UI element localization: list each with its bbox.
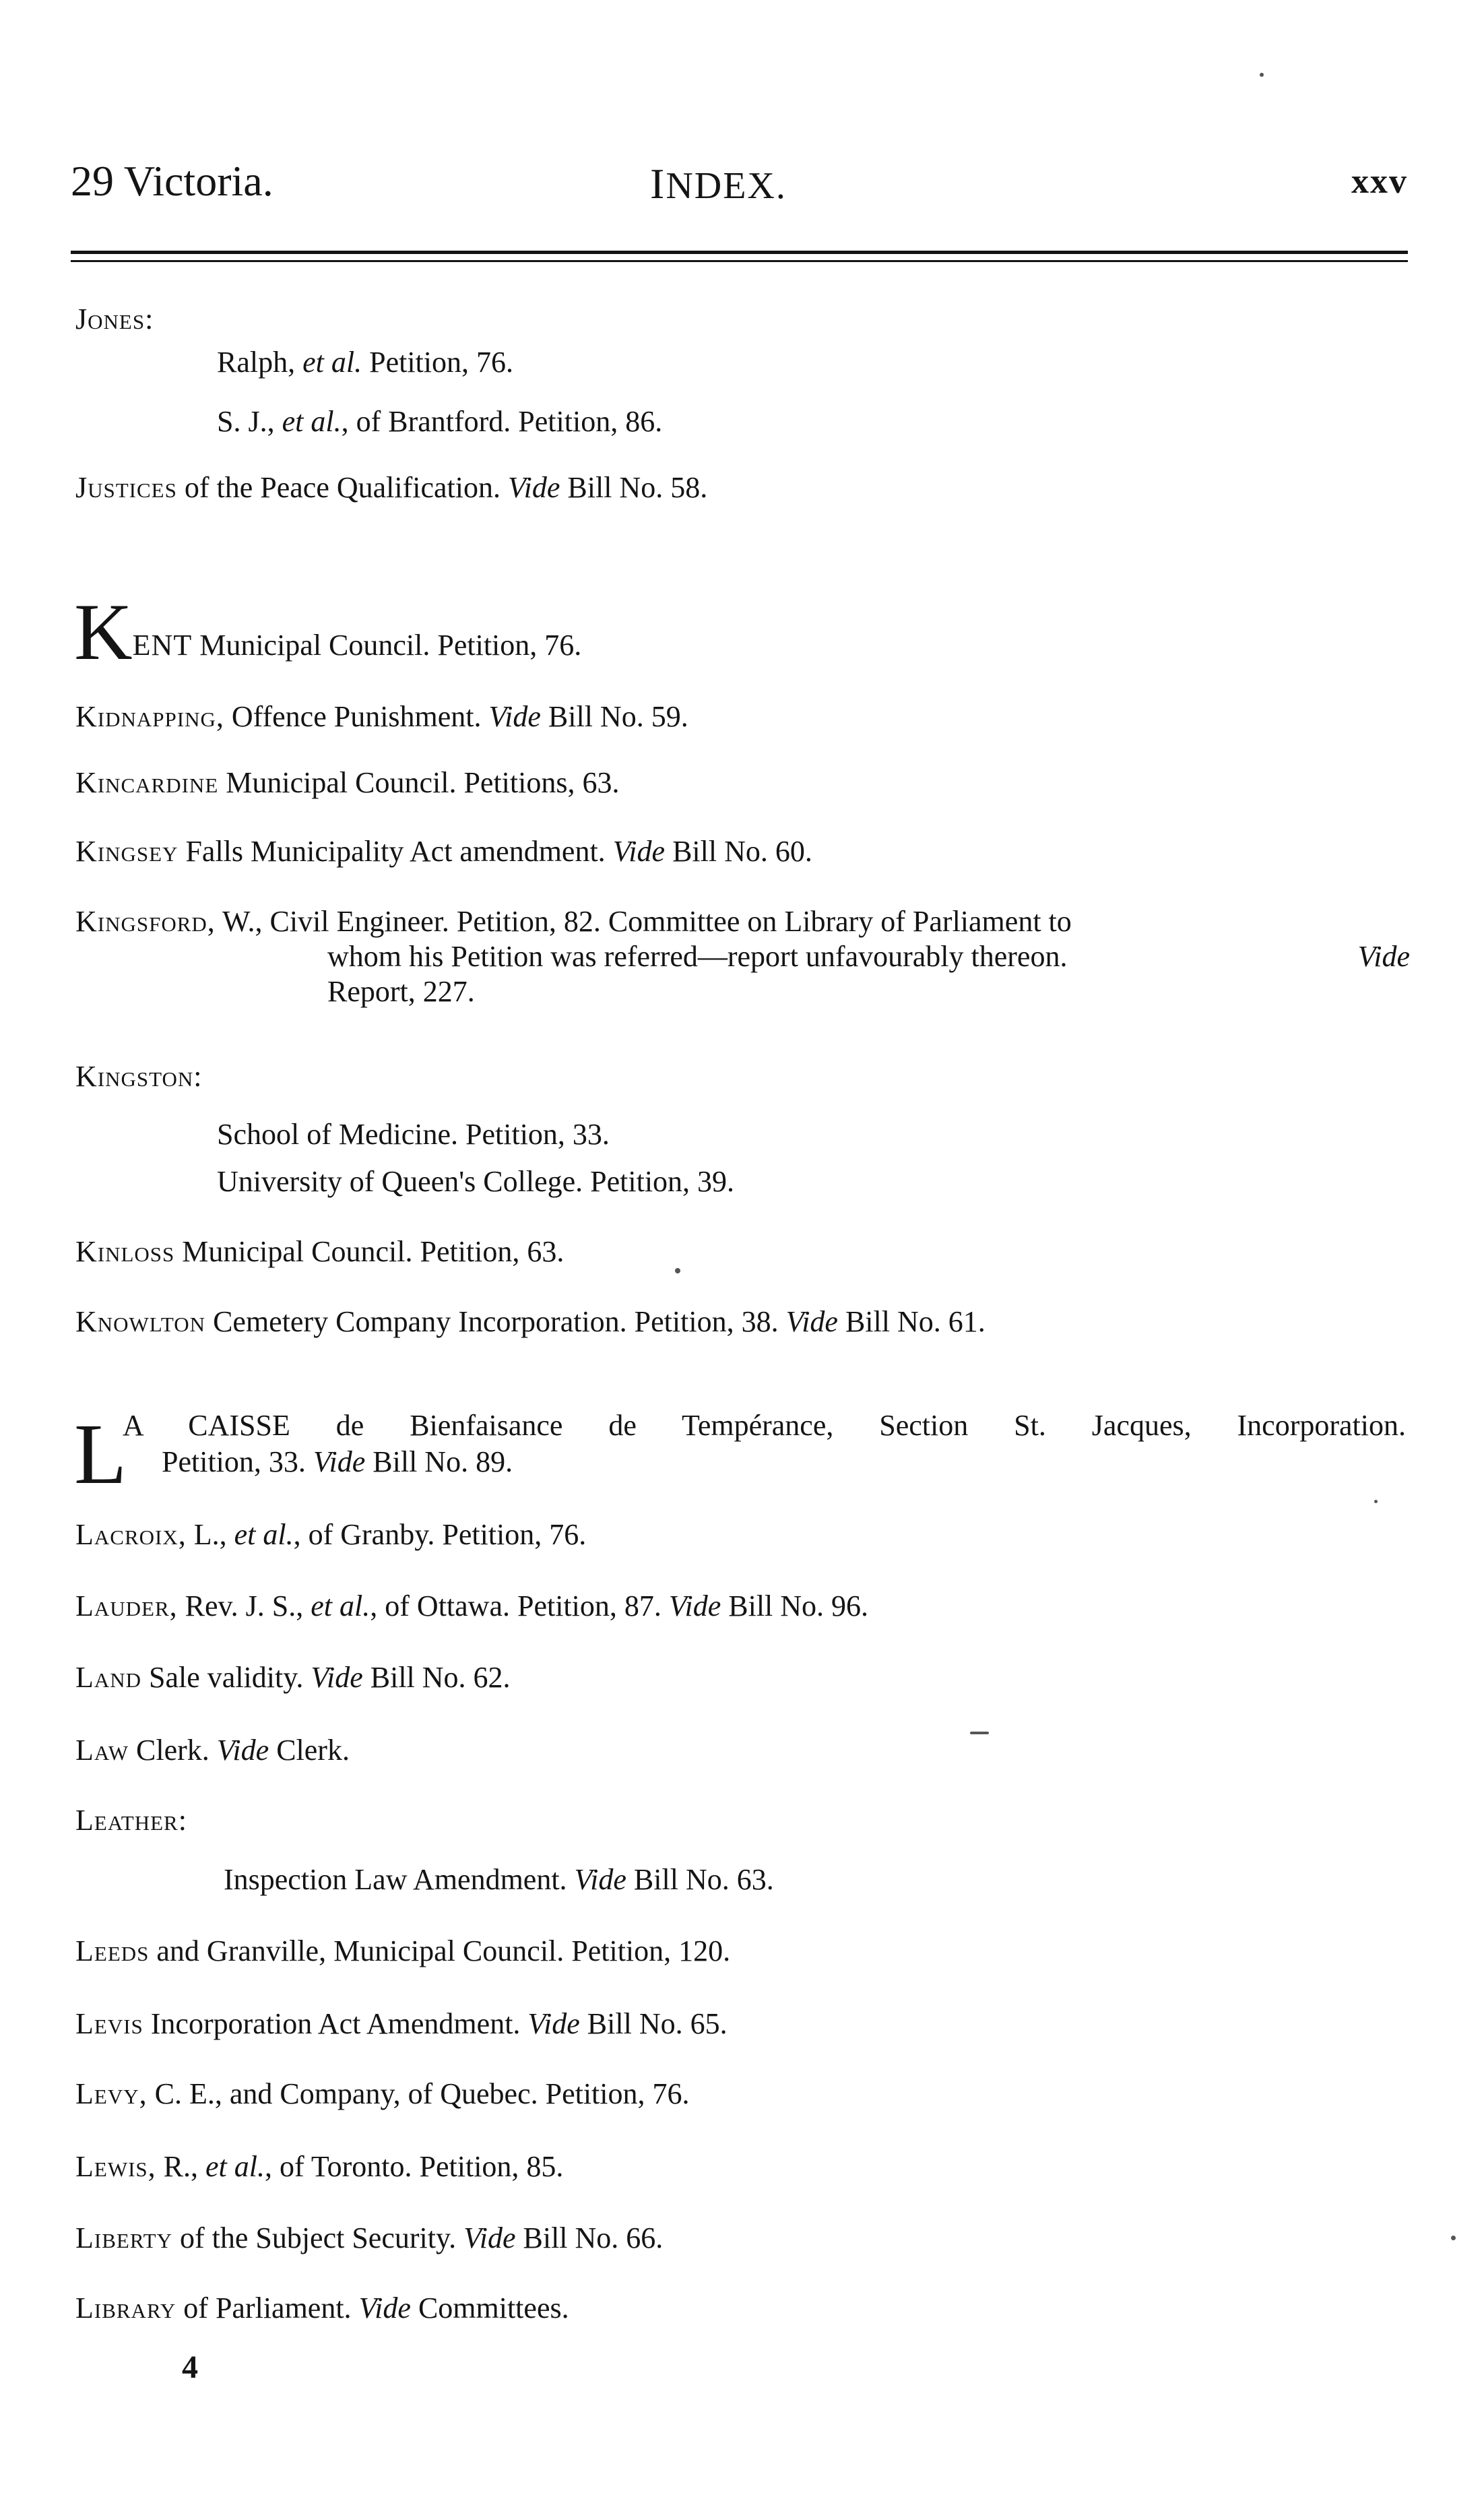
entry-ref: Bill No. 59. [540, 700, 688, 733]
entry-kidnapping [75, 699, 688, 734]
entry-head: Kidnapping, [75, 700, 224, 733]
entry-text: of the Subject Security. [172, 2221, 464, 2254]
entry-head: Lauder, [75, 1589, 178, 1622]
entry-library [75, 2291, 569, 2326]
entry-ref: Committees. [410, 2291, 569, 2325]
vide-label: Vide [313, 1445, 366, 1478]
entry-text: , of Granby. Petition, 76. [293, 1518, 587, 1551]
scan-speck [1260, 73, 1264, 77]
entry-name: S. J., [217, 405, 282, 438]
running-head-title [650, 159, 787, 209]
entry-lauder [75, 1589, 868, 1624]
entry-ref: Bill No. 58. [560, 471, 708, 504]
entry-head: Library [75, 2291, 176, 2325]
entry-head: Levy, [75, 2077, 148, 2110]
entry-kingsey [75, 834, 812, 869]
entry-lacroix [75, 1517, 586, 1552]
vide-label: Vide [463, 2221, 516, 2254]
entry-text: Municipal Council. Petitions, 63. [218, 766, 620, 799]
entry-ref: Bill No. 65. [579, 2007, 728, 2040]
entry-liberty [75, 2221, 663, 2256]
entry-jones-heading: Jones: [75, 303, 154, 336]
entry-kent [74, 587, 582, 683]
entry-kingsford-line2 [327, 939, 1067, 974]
entry-leather-inspection [224, 1862, 774, 1897]
page-number-roman: xxv [1351, 162, 1408, 201]
signature-mark: 4 [182, 2349, 198, 2385]
entry-head: Leeds [75, 1934, 150, 1967]
entry-head: Kinloss [75, 1235, 175, 1268]
title-initial: I [650, 160, 666, 208]
vide-label: Vide [311, 1661, 363, 1694]
entry-text: Incorporation Act Amendment. [143, 2007, 528, 2040]
entry-kinloss [75, 1234, 564, 1269]
entry-head: ENT [132, 629, 193, 662]
entry-ref: Bill No. 62. [362, 1661, 511, 1694]
entry-text: of Parliament. [176, 2291, 359, 2325]
entry-kingston-queens: University of Queen's College. Petition, 39. [217, 1165, 735, 1198]
entry-land [75, 1660, 511, 1695]
entry-text: Inspection Law Amendment. [224, 1863, 575, 1896]
entry-leeds [75, 1934, 730, 1969]
entry-head: Kingsey [75, 835, 179, 868]
entry-leather-heading: Leather: [75, 1804, 187, 1837]
title-rest: NDEX. [666, 165, 787, 207]
vide-label: Vide [527, 2007, 580, 2040]
entry-head: Liberty [75, 2221, 172, 2254]
vide-label: Vide [612, 835, 666, 868]
entry-text: R., [156, 2150, 205, 2183]
entry-kingsford-line3: Report, 227. [327, 975, 475, 1008]
entry-lewis [75, 2149, 563, 2184]
vide-label: Vide [785, 1305, 838, 1338]
entry-kingston-heading: Kingston: [75, 1060, 203, 1093]
et-al: et al. [311, 1589, 370, 1622]
scan-speck [675, 1268, 680, 1273]
entry-levis [75, 2006, 728, 2042]
entry-text: Municipal Council. Petition, 76. [192, 629, 582, 662]
vide-label: Vide [488, 700, 541, 733]
entry-text: C. E., and Company, of Quebec. Petition, 76. [147, 2077, 690, 2110]
entry-text: Clerk. [129, 1734, 217, 1767]
entry-text: Cemetery Company Incorporation. Petition, 38. [205, 1305, 786, 1338]
et-al: et al. [234, 1518, 294, 1551]
entry-text: , of Ottawa. Petition, 87. [370, 1589, 669, 1622]
entry-head: Kincardine [75, 766, 219, 799]
vide-label: Vide [1357, 940, 1410, 973]
scan-speck [1451, 2236, 1456, 2240]
scan-speck [1374, 1500, 1378, 1503]
page-header [71, 156, 1408, 217]
entry-text: , of Toronto. Petition, 85. [264, 2150, 564, 2183]
entry-kincardine [75, 765, 619, 800]
header-rule-thick [71, 251, 1408, 254]
entry-kingston-medicine: School of Medicine. Petition, 33. [217, 1118, 610, 1151]
entry-text: Falls Municipality Act amendment. [178, 835, 613, 868]
et-al: et al. [302, 346, 362, 379]
section-initial-k: K [74, 587, 133, 676]
entry-text: Petition, 33. [162, 1445, 313, 1478]
entry-justices [75, 470, 707, 505]
entry-text: Sale validity. [141, 1661, 311, 1694]
entry-jones-ralph [217, 345, 513, 380]
entry-jones-sj [217, 404, 662, 439]
entry-ref: Bill No. 61. [837, 1305, 986, 1338]
vide-label: Vide [668, 1589, 721, 1622]
entry-ref: Bill No. 89. [365, 1445, 513, 1478]
vide-label: Vide [358, 2291, 411, 2325]
entry-text: Rev. J. S., [177, 1589, 311, 1622]
entry-knowlton [75, 1304, 986, 1339]
entry-head: Knowlton [75, 1305, 206, 1338]
entry-text: whom his Petition was referred—report unfavourably thereon. [327, 940, 1068, 973]
entry-lacaisse-line2 [162, 1445, 513, 1480]
entry-text: and Granville, Municipal Council. Petition, 120. [149, 1934, 731, 1967]
entry-head: Kingsford, [75, 905, 216, 938]
section-initial-l: L [74, 1406, 127, 1502]
entry-head: Justices [75, 471, 177, 504]
entry-head: Lewis, [75, 2150, 156, 2183]
entry-head: Lacroix, [75, 1518, 187, 1551]
entry-text: Offence Punishment. [224, 700, 489, 733]
vide-label: Vide [574, 1863, 626, 1896]
scan-speck [970, 1732, 989, 1734]
entry-ref: Bill No. 63. [626, 1863, 774, 1896]
entry-ref: Clerk. [269, 1734, 350, 1767]
entry-lacaisse-line1: A CAISSE de Bienfaisance de Tempérance, Section St. Jacques, Incorporation. [123, 1409, 1406, 1442]
entry-text: W., Civil Engineer. Petition, 82. Committee on Library of Parliament to [215, 905, 1072, 938]
entry-name: Ralph, [217, 346, 303, 379]
entry-ref: Bill No. 96. [721, 1589, 869, 1622]
entry-text: of the Peace Qualification. [176, 471, 509, 504]
running-head-left: 29 Victoria. [71, 157, 273, 205]
vide-label: Vide [508, 471, 560, 504]
entry-kingsford-line1 [75, 904, 1072, 939]
entry-levy [75, 2077, 690, 2112]
entry-law [75, 1733, 350, 1768]
entry-head: Law [75, 1734, 129, 1767]
entry-head: Levis [75, 2007, 143, 2040]
entry-text: , of Brantford. Petition, 86. [341, 405, 663, 438]
vide-label: Vide [216, 1734, 269, 1767]
entry-head: Land [75, 1661, 142, 1694]
header-rule-thin [71, 260, 1408, 262]
entry-ref: Bill No. 66. [515, 2221, 664, 2254]
entry-text: L., [186, 1518, 234, 1551]
et-al: et al. [282, 405, 342, 438]
et-al: et al. [205, 2150, 265, 2183]
entry-ref: Bill No. 60. [665, 835, 812, 868]
entry-text: Municipal Council. Petition, 63. [174, 1235, 564, 1268]
entry-text: Petition, 76. [362, 346, 513, 379]
